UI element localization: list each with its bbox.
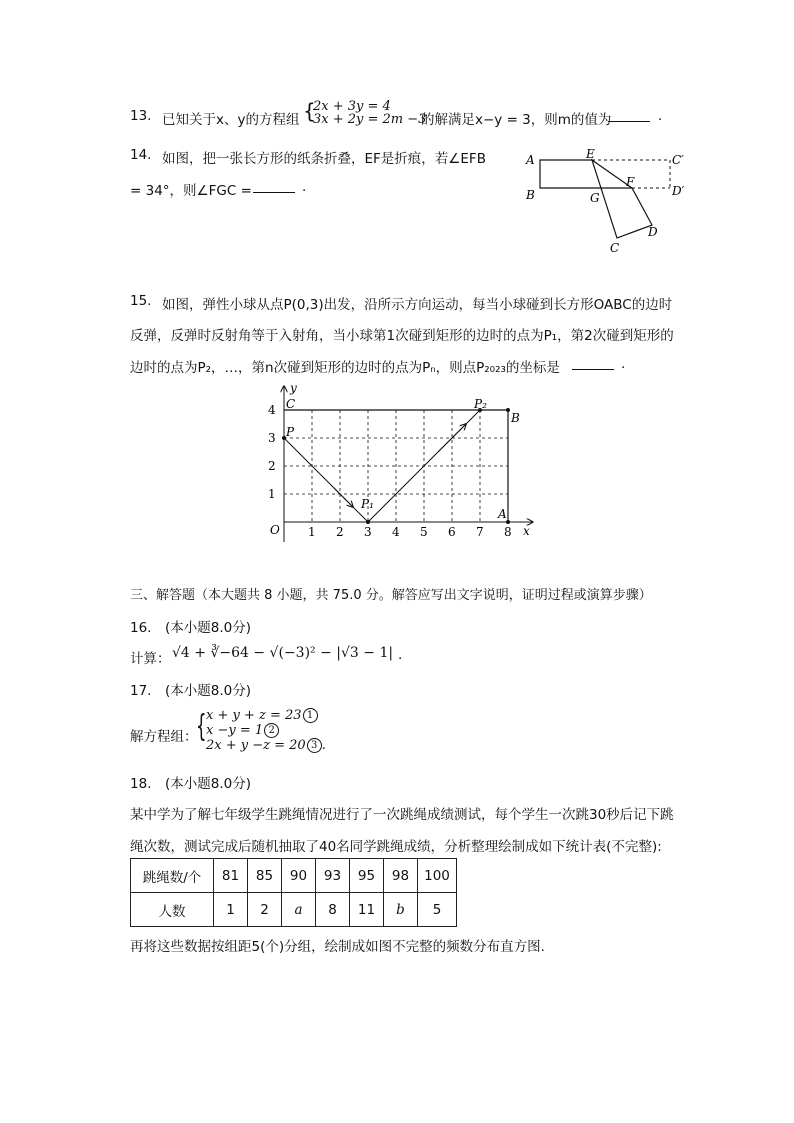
- q16-end: .: [398, 647, 403, 663]
- q15-answer-blank[interactable]: [572, 356, 614, 374]
- q13-suffix: 的解满足x−y = 3，则m的值为: [421, 112, 612, 128]
- label-B: B: [511, 411, 520, 425]
- q13-eq1: 2x + 3y = 4: [313, 99, 391, 114]
- x-tick-label: 3: [364, 525, 372, 539]
- q17-eq3: 2x + y −z = 20: [206, 738, 306, 753]
- q17-header: 17. (本小题8.0分): [130, 683, 251, 699]
- q15-coordinate-graph: [258, 380, 538, 550]
- y-tick-label: 3: [268, 431, 276, 445]
- table-cell: b: [384, 893, 418, 927]
- q17-prefix: 解方程组：: [130, 729, 198, 745]
- axis-ticks: [268, 403, 512, 539]
- table-cell: 5: [418, 893, 457, 927]
- q13-number: 13.: [130, 108, 152, 124]
- x-tick-label: 4: [392, 525, 400, 539]
- x-tick-label: 1: [308, 525, 316, 539]
- section3-title: 三、解答题（本大题共 8 小题，共 75.0 分。解答应写出文字说明，证明过程或演算步骤）: [130, 588, 652, 603]
- table-row: [131, 893, 457, 927]
- label-C-prime: C′: [672, 153, 684, 167]
- q17-system: [206, 708, 326, 753]
- q15-line3: 边时的点为P₂，…，第n次碰到矩形的边时的点为Pₙ，则点P₂₀₂₃的坐标是: [130, 360, 560, 376]
- q18-line2: 绳次数，测试完成后随机抽取了40名同学跳绳成绩，分析整理绘制成如下统计表(不完整):: [130, 839, 662, 855]
- q17-eq2-mark: 2: [264, 723, 279, 738]
- q14-fold-figure: [520, 145, 700, 255]
- q16-header: 16. (本小题8.0分): [130, 620, 251, 636]
- point-P1: [366, 520, 370, 524]
- q16-expression: √4 + ∛−64 − √(−3)² − |√3 − 1|: [172, 645, 394, 661]
- label-E: E: [586, 147, 595, 161]
- table-cell: 85: [248, 859, 282, 893]
- table-cell: 93: [316, 859, 350, 893]
- q18-header: 18. (本小题8.0分): [130, 776, 251, 792]
- q13-prefix: 已知关于x、y的方程组: [162, 112, 300, 128]
- table-cell: a: [282, 893, 316, 927]
- q13-brace: {: [303, 99, 316, 123]
- q14-number: 14.: [130, 147, 152, 163]
- q17-eq3-mark: 3: [307, 738, 322, 753]
- q18-line3: 再将这些数据按组距5(个)分组，绘制成如图不完整的频数分布直方图.: [130, 939, 545, 955]
- x-axis-label: x: [523, 524, 530, 538]
- q14-line1: 如图，把一张长方形的纸条折叠，EF是折痕，若∠EFB: [162, 151, 486, 167]
- dashed-grid: [284, 410, 508, 522]
- q15-number: 15.: [130, 293, 152, 309]
- origin-label: O: [270, 523, 280, 537]
- x-tick-label: 5: [420, 525, 428, 539]
- table-row-header: 人数: [131, 893, 214, 927]
- label-B: B: [526, 188, 535, 202]
- strip-left: [540, 160, 595, 188]
- ball-path-1-arrow: [334, 488, 353, 507]
- q15-end: .: [621, 356, 626, 372]
- q17-eq1-mark: 1: [303, 708, 318, 723]
- x-tick-label: 6: [448, 525, 456, 539]
- q17-eq2: x −y = 1: [206, 723, 264, 738]
- q16-prefix: 计算：: [130, 651, 171, 667]
- y-tick-label: 2: [268, 459, 276, 473]
- table-row: [131, 859, 457, 893]
- label-P: P: [286, 425, 295, 439]
- q15-line2: 反弹，反弹时反射角等于入射角，当小球第1次碰到矩形的边时的点为P₁，第2次碰到矩形的: [130, 328, 674, 344]
- strip-folded: [592, 160, 652, 238]
- label-F: F: [626, 175, 635, 189]
- q15-line1: 如图，弹性小球从点P(0,3)出发，沿所示方向运动，每当小球碰到长方形OABC的边时: [162, 297, 673, 313]
- table-cell: 2: [248, 893, 282, 927]
- y-tick-label: 4: [268, 403, 276, 417]
- point-B: [506, 408, 510, 412]
- label-P2: P₂: [474, 397, 487, 411]
- q18-stat-table: [130, 858, 457, 927]
- q14-answer-blank[interactable]: [253, 179, 295, 197]
- y-tick-label: 1: [268, 487, 276, 501]
- table-cell: 100: [418, 859, 457, 893]
- table-cell: 90: [282, 859, 316, 893]
- table-row-header: 跳绳数/个: [131, 859, 214, 893]
- x-tick-label: 2: [336, 525, 344, 539]
- table-cell: 95: [350, 859, 384, 893]
- q17-brace: {: [196, 709, 207, 744]
- q17-end: .: [321, 738, 326, 753]
- table-cell: 8: [316, 893, 350, 927]
- label-C: C: [610, 241, 620, 255]
- label-D: D: [648, 225, 658, 239]
- y-axis-label: y: [290, 381, 297, 395]
- x-tick-label: 8: [504, 525, 512, 539]
- label-A: A: [498, 507, 507, 521]
- label-G: G: [590, 191, 600, 205]
- table-cell: 1: [214, 893, 248, 927]
- q17-eq1: x + y + z = 23: [206, 708, 302, 723]
- q14-line2: = 34°，则∠FGC =: [130, 183, 252, 199]
- label-P1: P₁: [361, 497, 374, 511]
- q18-line1: 某中学为了解七年级学生跳绳情况进行了一次跳绳成绩测试，每个学生一次跳30秒后记下跳: [130, 807, 674, 823]
- label-D-prime: D′: [672, 184, 685, 198]
- q13-system: [313, 100, 426, 126]
- table-cell: 98: [384, 859, 418, 893]
- ball-path-1: [284, 438, 368, 522]
- q13-answer-blank[interactable]: [608, 108, 650, 126]
- q13-end: .: [658, 108, 663, 124]
- q14-end: .: [302, 179, 307, 195]
- label-A: A: [526, 153, 535, 167]
- q13-eq2: 3x + 2y = 2m −3: [313, 112, 427, 127]
- table-cell: 11: [350, 893, 384, 927]
- label-C: C: [286, 397, 296, 411]
- table-cell: 81: [214, 859, 248, 893]
- x-tick-label: 7: [476, 525, 484, 539]
